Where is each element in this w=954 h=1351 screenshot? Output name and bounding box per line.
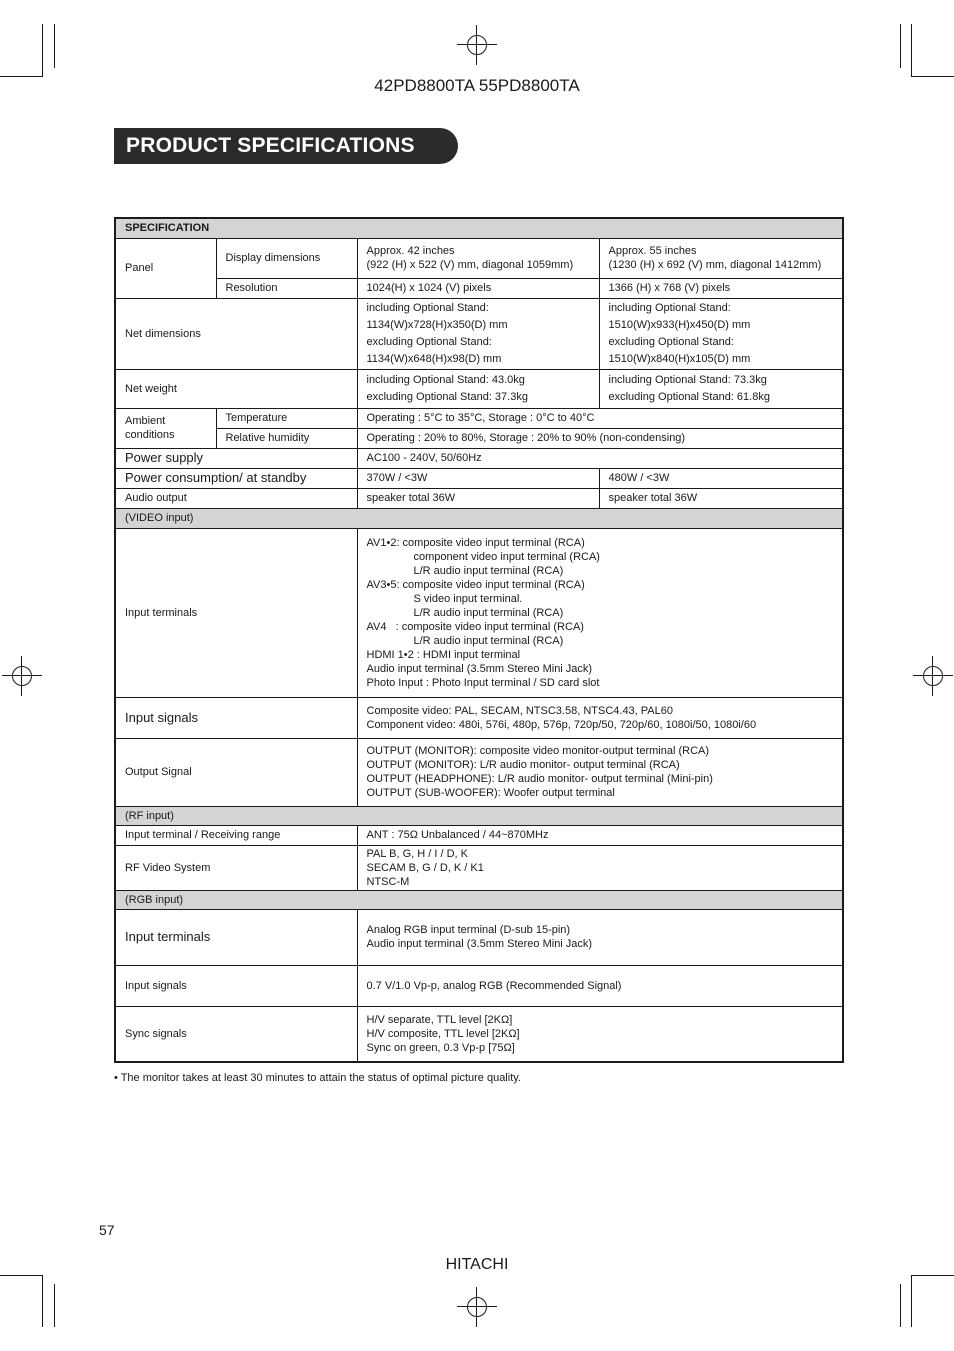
brand-logo-text: HITACHI: [445, 1256, 509, 1273]
spec-table: [114, 217, 844, 1063]
row-value: Operating : 20% to 80%, Storage : 20% to 90% (non-condensing): [357, 428, 843, 448]
crop-mark: [900, 24, 901, 68]
row-value: AC100 - 240V, 50/60Hz: [357, 448, 843, 468]
row-value: PAL B, G, H / I / D, K SECAM B, G / D, K / K1 NTSC-M: [357, 845, 843, 890]
table-row: [115, 238, 843, 278]
table-row: [115, 298, 843, 369]
row-value: Operating : 5°C to 35°C, Storage : 0°C to 40°C: [357, 408, 843, 428]
crop-mark: [911, 1275, 912, 1327]
table-row: [115, 448, 843, 468]
crop-mark: [900, 1284, 901, 1327]
row-sublabel: Relative humidity: [216, 428, 357, 448]
value-55: including Optional Stand: 1510(W)x933(H)x450(D) mm excluding Optional Stand: 1510(W)x840(H)x105(D) mm: [599, 298, 843, 369]
row-label: Input terminals: [115, 909, 357, 965]
crop-mark: [54, 1284, 55, 1327]
table-row: [115, 278, 843, 298]
row-label: Input terminal / Receiving range: [115, 825, 357, 845]
table-row: [115, 369, 843, 408]
section-row-rgb: [115, 890, 843, 909]
row-label: Net weight: [115, 369, 357, 408]
table-row: [115, 825, 843, 845]
table-title: SPECIFICATION: [115, 218, 843, 238]
row-value: 0.7 V/1.0 Vp-p, analog RGB (Recommended Signal): [357, 965, 843, 1006]
crop-mark: [911, 24, 912, 77]
row-label: Input signals: [115, 965, 357, 1006]
row-value: H/V separate, TTL level [2KΩ] H/V composite, TTL level [2KΩ] Sync on green, 0.3 Vp-p [75Ω]: [357, 1006, 843, 1062]
table-row: [115, 488, 843, 508]
table-row: [115, 697, 843, 738]
row-value: AV1•2: composite video input terminal (RCA) component video input terminal (RCA) L/R audio input terminal (RCA) AV3•5: composite video input terminal (RCA) S video input terminal. L/R audio input terminal (RCA) AV4 : composite video input terminal (RCA) L/R audio input terminal (RCA) HDMI 1•2 : HDMI input terminal Audio input terminal (3.5mm Stereo Mini Jack) Photo Input : Photo Input terminal / SD card slot: [357, 528, 843, 697]
row-label: RF Video System: [115, 845, 357, 890]
row-label: Power consumption/ at standby: [115, 468, 357, 488]
table-row: [115, 428, 843, 448]
table-row: [115, 965, 843, 1006]
value-55: Approx. 55 inches (1230 (H) x 692 (V) mm, diagonal 1412mm): [599, 238, 843, 278]
row-label: Audio output: [115, 488, 357, 508]
row-label: Panel: [115, 238, 216, 298]
crop-mark: [912, 1275, 954, 1276]
row-label: Input signals: [115, 697, 357, 738]
row-label: Ambient conditions: [115, 408, 216, 448]
value-42: Approx. 42 inches (922 (H) x 522 (V) mm, diagonal 1059mm): [357, 238, 599, 278]
table-row: [115, 1006, 843, 1062]
crop-mark: [54, 24, 55, 68]
row-sublabel: Display dimensions: [216, 238, 357, 278]
table-row: [115, 738, 843, 806]
registration-mark-right: [913, 656, 953, 696]
row-sublabel: Resolution: [216, 278, 357, 298]
row-label: Net dimensions: [115, 298, 357, 369]
section-banner: PRODUCT SPECIFICATIONS: [114, 128, 458, 164]
footnote: • The monitor takes at least 30 minutes to attain the status of optimal picture quality.: [114, 1072, 521, 1084]
section-row-video: [115, 508, 843, 528]
row-value: Analog RGB input terminal (D-sub 15-pin) Audio input terminal (3.5mm Stereo Mini Jack): [357, 909, 843, 965]
section-label: (RGB input): [115, 890, 843, 909]
value-42: including Optional Stand: 1134(W)x728(H)x350(D) mm excluding Optional Stand: 1134(W)x648(H)x98(D) mm: [357, 298, 599, 369]
row-label: Input terminals: [115, 528, 357, 697]
table-row: [115, 909, 843, 965]
row-value: Composite video: PAL, SECAM, NTSC3.58, NTSC4.43, PAL60 Component video: 480i, 576i, 480p, 576p, 720p/50, 720p/60, 1080i/50, 1080i/60: [357, 697, 843, 738]
table-row: [115, 845, 843, 890]
section-label: (RF input): [115, 806, 843, 825]
row-value: OUTPUT (MONITOR): composite video monitor-output terminal (RCA) OUTPUT (MONITOR): L/R audio monitor- output terminal (RCA) OUTPUT (HEADPHONE): L/R audio monitor- output terminal (Mini-pin) OUTPUT (SUB-WOOFER): Woofer output terminal: [357, 738, 843, 806]
table-row: [115, 468, 843, 488]
table-row: [115, 528, 843, 697]
registration-mark-left: [2, 656, 42, 696]
value-42: 370W / <3W: [357, 468, 599, 488]
crop-mark: [42, 1275, 43, 1327]
model-numbers: 42PD8800TA 55PD8800TA: [374, 76, 580, 95]
row-label: Output Signal: [115, 738, 357, 806]
row-label: Power supply: [115, 448, 357, 468]
crop-mark: [42, 24, 43, 77]
page-number: 57: [99, 1222, 115, 1238]
value-42: 1024(H) x 1024 (V) pixels: [357, 278, 599, 298]
value-42: speaker total 36W: [357, 488, 599, 508]
row-label: Sync signals: [115, 1006, 357, 1062]
value-55: speaker total 36W: [599, 488, 843, 508]
registration-mark-bottom: [457, 1287, 497, 1327]
row-sublabel: Temperature: [216, 408, 357, 428]
section-label: (VIDEO input): [115, 508, 843, 528]
section-row-rf: [115, 806, 843, 825]
value-42: including Optional Stand: 43.0kg excluding Optional Stand: 37.3kg: [357, 369, 599, 408]
crop-mark: [0, 1275, 42, 1276]
registration-mark-top: [457, 25, 497, 65]
value-55: 480W / <3W: [599, 468, 843, 488]
value-55: 1366 (H) x 768 (V) pixels: [599, 278, 843, 298]
row-value: ANT : 75Ω Unbalanced / 44~870MHz: [357, 825, 843, 845]
table-header-row: [115, 218, 843, 238]
value-55: including Optional Stand: 73.3kg excluding Optional Stand: 61.8kg: [599, 369, 843, 408]
table-row: [115, 408, 843, 428]
